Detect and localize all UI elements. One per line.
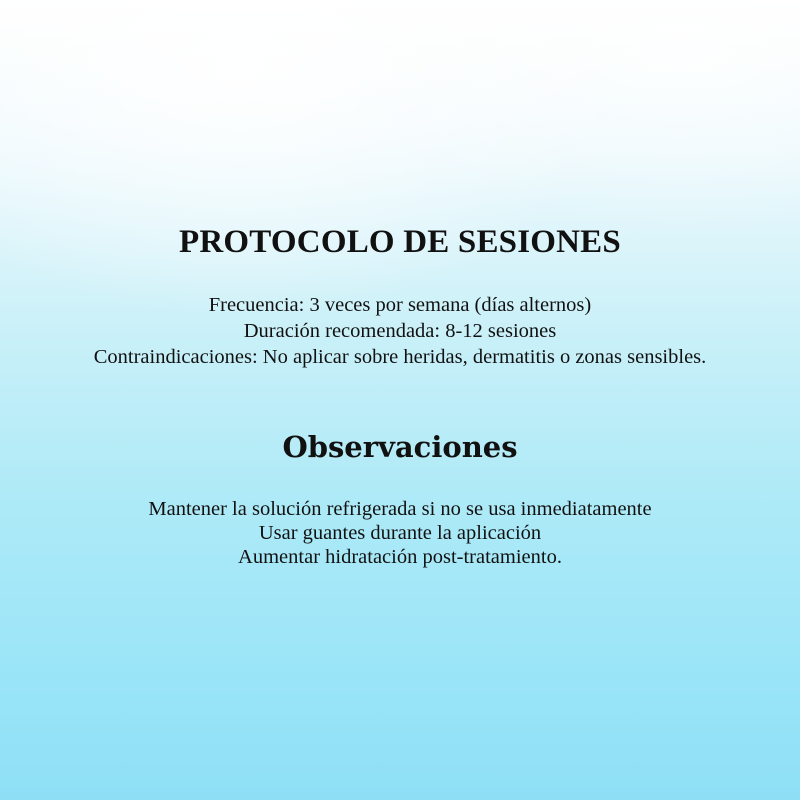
observation-gloves-line: Usar guantes durante la aplicación — [258, 522, 542, 544]
observations-details — [0, 497, 800, 569]
observations-title: Observaciones — [282, 430, 518, 464]
protocol-details — [0, 292, 800, 370]
protocol-title: PROTOCOLO DE SESIONES — [179, 224, 621, 260]
observation-refrigerate-line: Mantener la solución refrigerada si no se usa inmediatamente — [148, 498, 652, 520]
observation-hydration-line: Aumentar hidratación post-tratamiento. — [238, 546, 562, 568]
frequency-line: Frecuencia: 3 veces por semana (días alternos) — [208, 294, 592, 316]
contraindications-line: Contraindicaciones: No aplicar sobre heridas, dermatitis o zonas sensibles. — [93, 346, 707, 368]
duration-line: Duración recomendada: 8-12 sesiones — [243, 320, 557, 342]
